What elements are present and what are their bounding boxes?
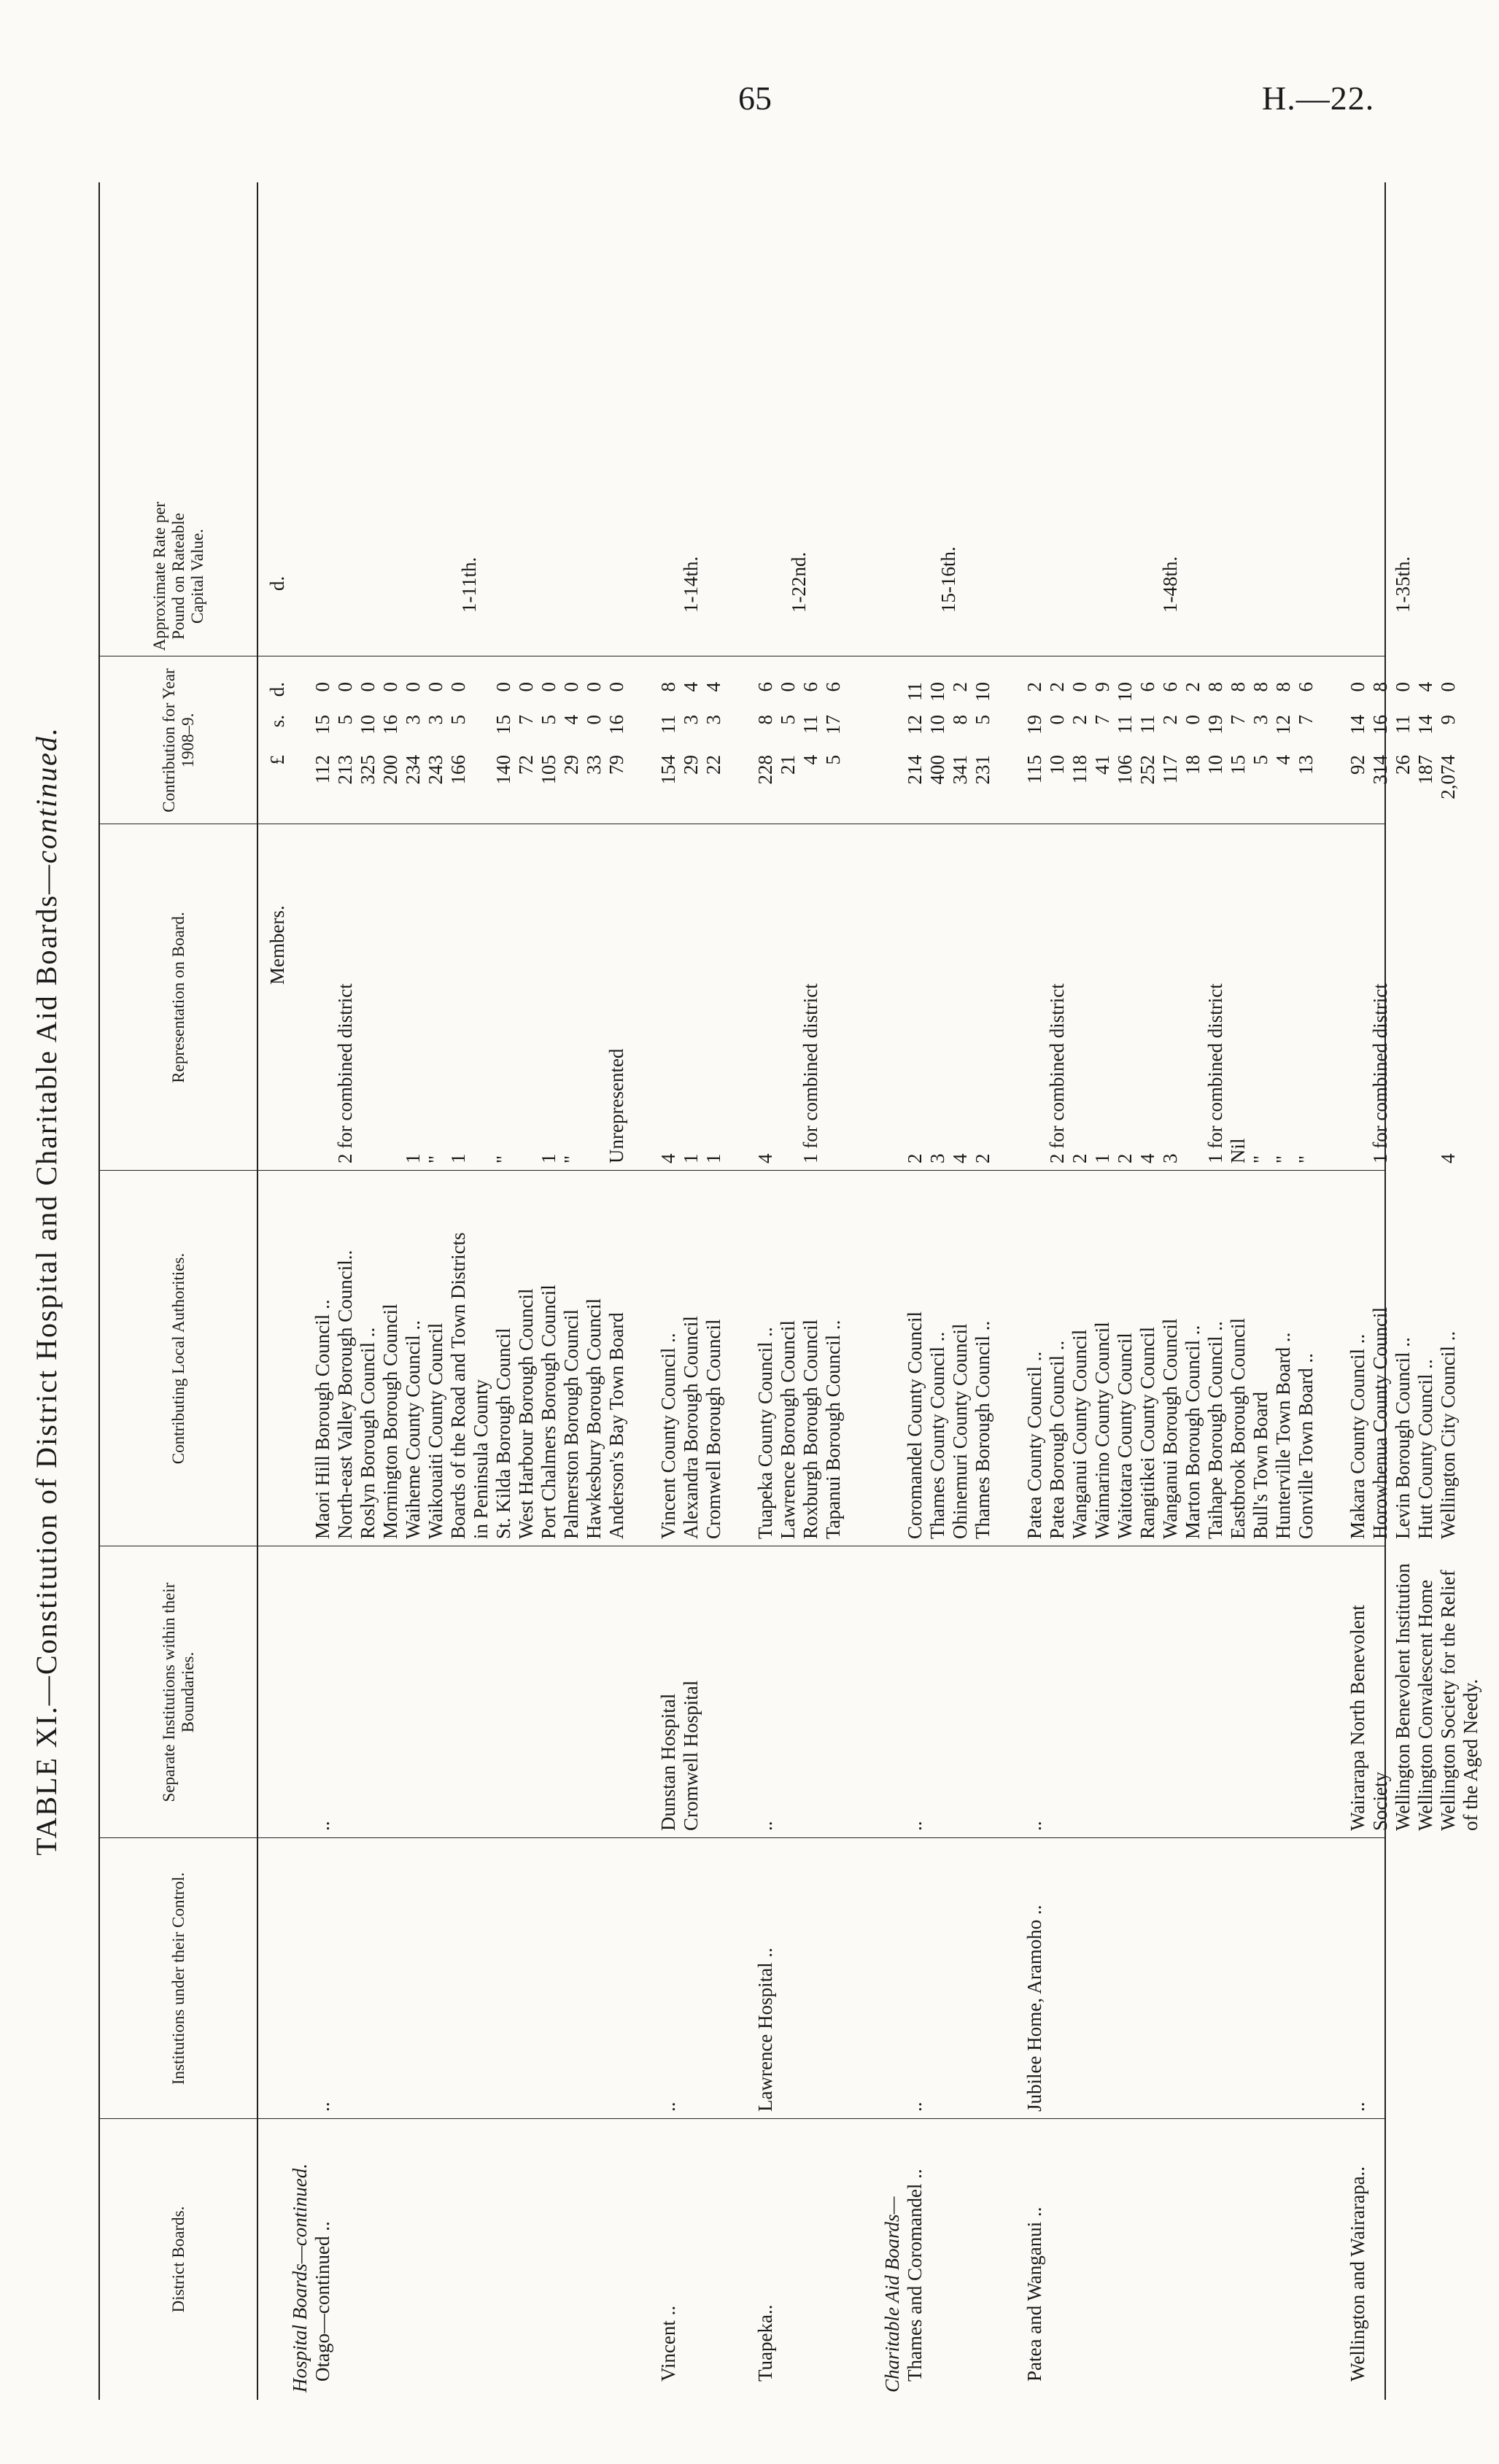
authority-name: Gonville Town Board .. (1295, 1353, 1317, 1539)
contribution-amount: 5176 (822, 682, 844, 765)
authority-name: North-east Valley Borough Council.. (334, 1250, 356, 1539)
contribution-amount: 4179 (1091, 682, 1113, 775)
col-divider (98, 2118, 1384, 2119)
representation: 1 (538, 1153, 559, 1163)
section-hospital: Hospital Boards—continued. (289, 2163, 311, 2393)
representation: 2 (904, 1153, 926, 1163)
institutions-cell: .. (1347, 2101, 1368, 2112)
approx-rate: 1-11th. (458, 557, 480, 613)
contribution-amount: 187144 (1414, 682, 1436, 785)
representation: 2 (1069, 1153, 1091, 1163)
authority-name: Palmerston Borough Council (560, 1309, 582, 1539)
members-label: Members. (266, 905, 288, 985)
representation: " (425, 1155, 446, 1163)
header-separate: Separate Institutions within their Boundaries. (160, 1582, 197, 1802)
contribution-amount: 4128 (1272, 682, 1294, 765)
representation: Unrepresented (605, 1048, 627, 1163)
district-name: Patea and Wanganui .. (1023, 2207, 1045, 2382)
authority-name: Vincent County Council .. (657, 1333, 679, 1539)
table-title (29, 168, 63, 2414)
contribution-amount: 2934 (680, 682, 702, 775)
authority-name: Port Chalmers Borough Council (538, 1285, 559, 1539)
representation: 1 for combined district (1204, 983, 1226, 1163)
section-charitable: Charitable Aid Boards— (881, 2196, 903, 2393)
approx-rate: 1-22nd. (788, 551, 810, 613)
page-reference: H.—22. (1262, 80, 1375, 117)
contribution-amount: 10550 (538, 682, 559, 785)
contribution-amount: 92140 (1347, 682, 1368, 775)
authority-name: Roslyn Borough Council .. (357, 1327, 379, 1539)
institutions-cell: .. (904, 2101, 926, 2112)
separate-institutions: Wairarapa North Benevolent Society Wellington Benevolent Institution Wellington Convalescent Home Wellington Society for the Relief of the Aged Needy. (1347, 1563, 1481, 1831)
contribution-amount: 21350 (334, 682, 356, 785)
authority-name: Cromwell Borough Council (702, 1319, 724, 1539)
contribution-amount: 1002 (1046, 682, 1068, 775)
representation: " (1250, 1155, 1271, 1163)
authority-name: Patea Borough Council .. (1046, 1340, 1068, 1539)
authority-name: Roxburgh Borough Council (799, 1319, 821, 1539)
contribution-amount: 10198 (1204, 682, 1226, 775)
authority-name: Tuapeka County Council .. (754, 1327, 776, 1539)
authority-name: Mornington Borough Council (379, 1303, 401, 1539)
separate-institutions: Dunstan Hospital Cromwell Hospital (657, 1680, 702, 1831)
institutions-cell: .. (657, 2101, 679, 2112)
header-contribution: Contribution for Year 1908–9. (160, 668, 197, 813)
authority-name: Anderson's Bay Town Board (605, 1312, 627, 1539)
rotated-table (29, 168, 1481, 2414)
contribution-amount: 4001010 (926, 682, 948, 785)
authority-name: Taihape Borough Council .. (1204, 1321, 1226, 1539)
approx-rate: 1-35th. (1391, 556, 1414, 613)
authority-name: Wanganui County Council (1069, 1329, 1091, 1539)
contribution-amount: 79160 (605, 682, 627, 775)
institutions-cell: .. (311, 2101, 333, 2112)
rate-units: d. (266, 576, 288, 591)
col-divider (98, 1170, 1384, 1171)
separate-institutions: .. (904, 1821, 926, 1831)
title-continued: continued. (30, 727, 63, 864)
contribution-amount: 115192 (1023, 682, 1045, 784)
authority-name: Hunterville Town Board .. (1272, 1332, 1294, 1539)
representation: 1 (702, 1153, 724, 1163)
representation: 3 (1159, 1153, 1181, 1163)
header-top-rule (98, 182, 100, 2400)
authority-name: Bull's Town Board (1250, 1392, 1271, 1539)
contribution-amount: 34182 (949, 682, 971, 785)
header-authorities: Contributing Local Authorities. (169, 1252, 187, 1465)
contribution-amount: 538 (1250, 682, 1271, 765)
authority-name: Wellington City Council .. (1437, 1330, 1459, 1539)
representation: 3 (926, 1153, 948, 1163)
contribution-amount: 11726 (1159, 682, 1181, 784)
representation: " (560, 1155, 582, 1163)
representation: 1 (1091, 1153, 1113, 1163)
authority-name: Horowhenua County Council (1369, 1307, 1391, 1539)
contribution-amount: 112150 (311, 682, 333, 784)
representation: 4 (657, 1153, 679, 1163)
header-institutions: Institutions under their Control. (169, 1872, 187, 2085)
authority-name: Tapanui Borough Council .. (822, 1320, 844, 1539)
contribution-amount: 154118 (657, 682, 679, 785)
contribution-amount: 314168 (1369, 682, 1391, 785)
col-divider (98, 1837, 1384, 1838)
separate-institutions: .. (1023, 1821, 1045, 1831)
contribution-amount: 3300 (583, 682, 605, 775)
contribution-amount: 325100 (357, 682, 379, 785)
separate-institutions: .. (754, 1821, 776, 1831)
representation: 4 (1437, 1153, 1459, 1163)
institutions-cell: Jubilee Home, Aramoho .. (1023, 1905, 1045, 2112)
authority-name: Marton Borough Council .. (1182, 1325, 1204, 1539)
authority-name: Ohinemuri County Council (949, 1323, 971, 1539)
contribution-amount: 1578 (1227, 682, 1249, 775)
contribution-amount: 1376 (1295, 682, 1317, 775)
authority-name: Thames Borough Council .. (972, 1320, 993, 1539)
authority-name: St. Kilda Borough Council (492, 1328, 514, 1539)
contribution-amount: 2940 (560, 682, 582, 775)
district-name: Tuapeka.. (754, 2304, 776, 2382)
representation: " (1272, 1155, 1294, 1163)
district-name: Vincent .. (657, 2305, 679, 2382)
representation: " (1295, 1155, 1317, 1163)
contribution-amount: 252116 (1136, 682, 1158, 785)
representation: 4 (1136, 1153, 1158, 1163)
district-name: Wellington and Wairarapa.. (1347, 2166, 1368, 2382)
contribution-amount (470, 682, 492, 821)
authority-name: Alexandra Borough Council (680, 1316, 702, 1539)
representation: 4 (949, 1153, 971, 1163)
contribution-amount: 2141211 (904, 682, 926, 785)
authority-name: Waimarino County Council (1091, 1322, 1113, 1539)
header-district: District Boards. (169, 2206, 187, 2313)
representation: 2 for combined district (1046, 983, 1068, 1163)
representation: 1 (402, 1153, 424, 1163)
representation: " (492, 1155, 514, 1163)
approx-rate: 1-14th. (679, 556, 702, 613)
authority-name: Hutt County Council .. (1414, 1359, 1436, 1539)
contribution-amount: 2,07490 (1437, 682, 1459, 799)
contribution-amount: 1061110 (1114, 682, 1136, 785)
approx-rate: 1-48th. (1158, 556, 1181, 613)
contribution-amount: 16650 (447, 682, 469, 785)
contribution-amount: 11820 (1069, 682, 1091, 784)
contribution-amount: 231510 (972, 682, 993, 785)
representation: 1 for combined district (799, 983, 821, 1163)
contribution-amount: 7270 (515, 682, 537, 775)
institutions-cell: Lawrence Hospital .. (754, 1948, 776, 2112)
currency-units: £s.d. (266, 682, 288, 765)
contribution-amount: 26110 (1392, 682, 1414, 775)
authority-name: Levin Borough Council .. (1392, 1337, 1414, 1539)
title-main: TABLE XI.—Constitution of District Hospital and Charitable Aid Boards— (30, 863, 63, 1856)
contribution-amount: 23430 (402, 682, 424, 785)
authority-name: Waiheme County Council .. (402, 1320, 424, 1539)
header-rate: Approximate Rate per Pound on Rateable Capital Value. (150, 501, 206, 651)
representation: 1 for combined district (1369, 983, 1391, 1163)
header-bottom-rule (257, 182, 258, 2400)
representation: Nil (1227, 1138, 1249, 1163)
authority-name: Patea County Council .. (1023, 1351, 1045, 1539)
representation: 2 (972, 1153, 993, 1163)
authority-name: in Peninsula County (470, 1379, 492, 1539)
header-representation: Representation on Board. (169, 912, 187, 1083)
representation: 4 (754, 1153, 776, 1163)
representation: 2 (1114, 1153, 1136, 1163)
contribution-amount: 2150 (777, 682, 799, 775)
authority-name: Coromandel County Council (904, 1312, 926, 1539)
contribution-amount: 1802 (1182, 682, 1204, 775)
representation: 2 for combined district (334, 983, 356, 1163)
contribution-amount: 200160 (379, 682, 401, 785)
authority-name: Lawrence Borough Council (777, 1320, 799, 1539)
contribution-amount: 24330 (425, 682, 446, 785)
page-number: 65 (738, 80, 772, 117)
district-name: Otago—continued .. (311, 2221, 333, 2382)
authority-name: Waikouaiti County Council (425, 1322, 446, 1539)
authority-name: Rangitikei County Council (1136, 1327, 1158, 1539)
representation: 1 (447, 1153, 469, 1163)
authority-name: Eastbrook Borough Council (1227, 1318, 1249, 1539)
authority-name: Thames County Council .. (926, 1331, 948, 1539)
approx-rate: 15-16th. (937, 546, 959, 613)
contribution-amount: 22886 (754, 682, 776, 785)
contribution-amount: 140150 (492, 682, 514, 785)
contribution-amount: 4116 (799, 682, 821, 765)
district-name: Thames and Coromandel .. (904, 2169, 926, 2382)
table-bottom-rule (1384, 182, 1386, 2400)
contribution-amount: 2234 (702, 682, 724, 775)
authority-name: Maori Hill Borough Council .. (311, 1299, 333, 1539)
authority-name: Wanganui Borough Council (1159, 1318, 1181, 1539)
authority-name: Hawkesbury Borough Council (583, 1298, 605, 1539)
authority-name: Waitotara County Council (1114, 1333, 1136, 1539)
authority-name: Makara County Council .. (1347, 1333, 1368, 1539)
authority-name: West Harbour Borough Council (515, 1288, 537, 1539)
separate-institutions: .. (311, 1821, 333, 1831)
authority-name: Boards of the Road and Town Districts (447, 1232, 469, 1539)
representation: 1 (680, 1153, 702, 1163)
